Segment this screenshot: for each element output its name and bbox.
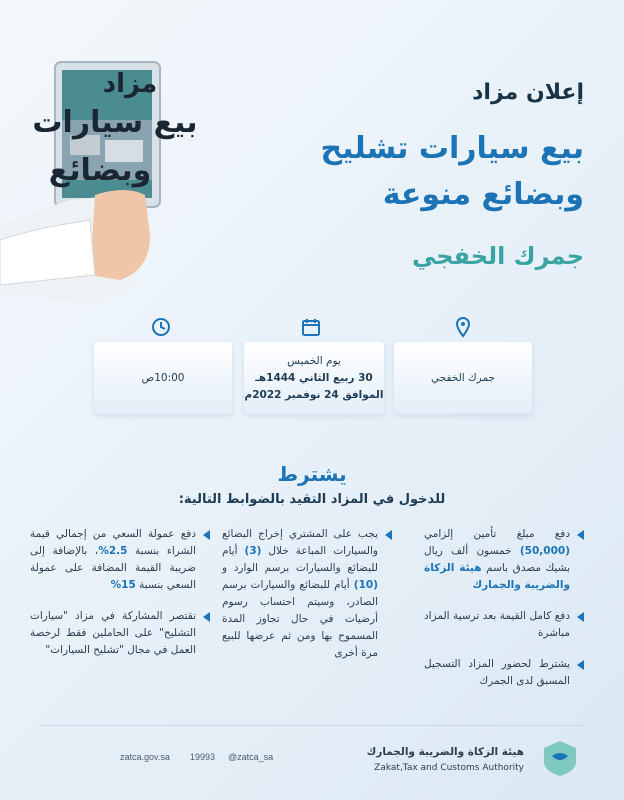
days-import: (3) — [244, 545, 262, 557]
phone-number: 19993 — [190, 752, 216, 762]
bullet-icon — [577, 660, 584, 670]
bullet-icon — [577, 612, 584, 622]
bullet-icon — [577, 530, 584, 540]
date-day: يوم الخميس — [287, 354, 341, 367]
list-item — [222, 526, 392, 662]
location-card-text: جمرك الخفجي — [430, 371, 496, 384]
deposit-amount: (50,000) — [519, 545, 570, 557]
item-text: ، بالإضافة إلى ضريبة القيمة المضافة على عمولة السعي بنسبة — [30, 545, 196, 591]
social-handle[interactable]: @zatca_sa — [228, 752, 274, 762]
requirements-title: يشترط — [277, 462, 347, 486]
location-card — [394, 342, 532, 414]
requirements-subtitle: للدخول في المزاد التقيد بالضوابط التالية: — [178, 492, 446, 507]
calendar-icon — [300, 316, 322, 338]
list-item — [424, 656, 584, 690]
item-text: يشترط لحضور المزاد التسجيل المسبق لدى الجمرك — [424, 658, 570, 687]
website-link[interactable]: zatca.gov.sa — [120, 752, 170, 762]
item-text: أيام للبضائع والسيارات برسم الوارد و — [222, 545, 378, 574]
item-text: يجب على المشتري إخراج البضائع والسيارات المباعة خلال — [222, 528, 378, 557]
clock-icon — [150, 316, 172, 338]
hero-illustration — [0, 20, 240, 310]
org-name-english: Zakat,Tax and Customs Authority — [374, 763, 524, 773]
list-item — [424, 526, 584, 594]
location-pin-icon — [452, 316, 474, 338]
authority-name: هيئة الزكاة والضريبة والجمارك — [424, 562, 570, 591]
list-item — [424, 608, 584, 642]
art-text-cars: بيع سيارات — [32, 105, 198, 140]
list-item — [30, 608, 210, 659]
customs-location-title: جمرك الخفجي — [411, 242, 584, 270]
list-item — [30, 526, 210, 594]
item-text: دفع مبلغ تأمين إلزامي — [424, 528, 570, 540]
requirements-left-column — [30, 526, 210, 673]
date-gregorian: الموافق 24 نوفمبر 2022م — [244, 388, 384, 401]
requirements-middle-column — [222, 526, 392, 676]
date-hijri: 30 ربيع الثاني 1444هـ — [255, 371, 373, 384]
item-text: دفع كامل القيمة بعد ترسية المزاد مباشرة — [424, 610, 570, 639]
item-text: تقتصر المشاركة في مزاد "سيارات التشليح" على الحاملين فقط لرخصة العمل في مجال "تشليح السيارات" — [30, 610, 196, 656]
art-text-goods: وبضائع — [48, 153, 152, 188]
item-text: خمسون ألف ريال بشيك مصدق باسم — [424, 545, 570, 574]
requirements-right-column — [424, 526, 584, 704]
item-text: أيام للبضائع والسيارات برسم الصادر، وسيتم احتساب رسوم أرضيات في حال تجاوز المدة المسموح بها ومن ثم عرضها للبيع مرة أخرى — [222, 579, 378, 659]
days-export: (10) — [353, 579, 378, 591]
date-card — [244, 342, 384, 414]
bullet-icon — [385, 530, 392, 540]
time-card-text: 10:00ص — [141, 371, 185, 384]
vat-rate: 15% — [110, 579, 136, 591]
bullet-icon — [203, 612, 210, 622]
auction-title — [320, 126, 584, 218]
zatca-logo-icon — [536, 738, 584, 778]
footer-divider — [40, 725, 584, 726]
title-line-1: بيع سيارات تشليح — [320, 131, 584, 166]
art-text-auction: مزاد — [102, 69, 158, 99]
org-name-arabic: هيئة الزكاة والضريبة والجمارك — [366, 746, 524, 758]
commission-rate: 2.5% — [98, 545, 128, 557]
bullet-icon — [203, 530, 210, 540]
time-card — [94, 342, 232, 414]
title-line-2: وبضائع منوعة — [382, 177, 584, 212]
announcement-kicker: إعلان مزاد — [472, 80, 584, 105]
item-text: دفع عمولة السعي من إجمالي قيمة الشراء بنسبة — [30, 528, 197, 557]
